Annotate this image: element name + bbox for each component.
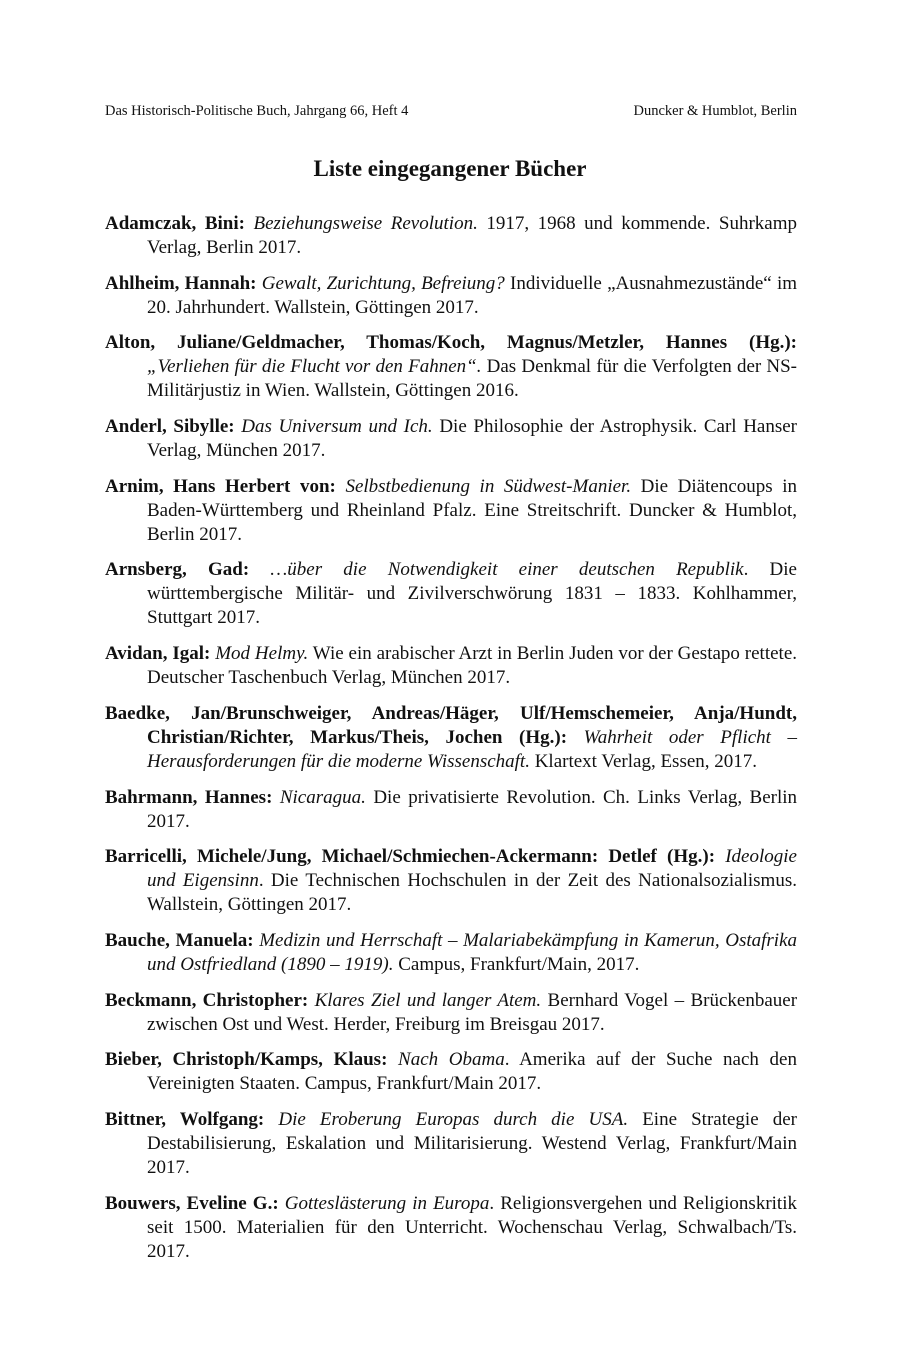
book-entry: [105, 272, 797, 320]
book-entry: [105, 989, 797, 1037]
book-list: [105, 212, 797, 1275]
book-entry: [105, 415, 797, 463]
journal-info: Das Historisch-Politische Buch, Jahrgang 66, Heft 4: [105, 103, 409, 119]
entry-author: Bahrmann, Hannes:: [105, 786, 273, 808]
entry-details: Wie ein arabischer Arzt in Berlin Juden vor der Gestapo rettete. Deutscher Taschenbuch Verlag, München 2017.: [147, 643, 797, 689]
entry-author: Bittner, Wolfgang:: [105, 1108, 265, 1130]
entry-author: Adamczak, Bini:: [105, 213, 245, 234]
entry-details: Campus, Frankfurt/Main, 2017.: [398, 953, 640, 975]
entry-details: Eine Strategie der Destabilisierung, Eskalation und Militarisierung. Westend Verlag, Frankfurt/Main 2017.: [147, 1108, 798, 1178]
entry-details: Die privatisierte Revolution. Ch. Links Verlag, Berlin 2017.: [147, 786, 798, 832]
entry-title: Wahrheit oder Pflicht – Herausforderungen für die moderne Wissenschaft.: [147, 726, 798, 772]
entry-details: Die Philosophie der Astrophysik. Carl Hanser Verlag, München 2017.: [147, 416, 798, 462]
entry-author: Arnim, Hans Herbert von:: [105, 475, 336, 497]
entry-details: . Die Technischen Hochschulen in der Zeit des Nationalsozialismus. Wallstein, Göttingen 2017.: [147, 870, 797, 916]
book-entry: [105, 845, 797, 917]
entry-title: Klares Ziel und langer Atem.: [314, 989, 542, 1011]
entry-title: Das Universum und Ich.: [241, 416, 433, 438]
entry-details: Bernhard Vogel – Brückenbauer zwischen Ost und West. Herder, Freiburg im Breisgau 2017.: [147, 989, 798, 1035]
entry-author: Bauche, Manuela:: [105, 929, 254, 951]
entry-details: . Amerika auf der Suche nach den Vereinigten Staaten. Campus, Frankfurt/Main 2017.: [147, 1049, 797, 1095]
entry-title: Gewalt, Zurichtung, Befreiung?: [261, 272, 505, 294]
book-entry: [105, 212, 797, 260]
running-header: [105, 101, 797, 121]
entry-details: Die Diätencoups in Baden-Württemberg und Rheinland Pfalz. Eine Streitschrift. Duncker & Humblot, Berlin 2017.: [147, 475, 798, 545]
entry-title: Mod Helmy.: [215, 643, 309, 665]
entry-title: Nach Obama: [398, 1049, 505, 1071]
entry-details: Klartext Verlag, Essen, 2017.: [534, 750, 758, 772]
book-entry: [105, 702, 797, 774]
book-entry: [105, 331, 797, 403]
book-entry: [105, 475, 797, 547]
entry-author: Bieber, Christoph/Kamps, Klaus:: [105, 1049, 388, 1071]
book-entry: [105, 929, 797, 977]
entry-title: Nicaragua.: [279, 786, 366, 808]
entry-title: Medizin und Herrschaft – Malariabekämpfung in Kamerun, Ostafrika und Ostfriedland (1890 – 1919).: [147, 929, 798, 975]
book-entry: [105, 558, 797, 630]
entry-author: Avidan, Igal:: [105, 643, 211, 665]
book-entry: [105, 786, 797, 834]
entry-title: Beziehungsweise Revolution.: [253, 213, 478, 234]
entry-details: . Religionsvergehen und Religionskritik seit 1500. Materialien für den Unterricht. Wochenschau Verlag, Schwalbach/Ts. 2017.: [147, 1192, 797, 1262]
entry-author: Alton, Juliane/Geldmacher, Thomas/Koch, Magnus/Metzler, Hannes (Hg.):: [105, 332, 797, 354]
entry-author: Baedke, Jan/Brunschweiger, Andreas/Häger, Ulf/Hemschemeier, Anja/Hundt, Christian/Richter, Markus/Theis, Jochen (Hg.):: [105, 702, 797, 748]
book-entry: [105, 642, 797, 690]
entry-author: Ahlheim, Hannah:: [105, 272, 257, 294]
book-entry: [105, 1108, 797, 1180]
entry-title: Die Eroberung Europas durch die USA.: [278, 1108, 629, 1130]
book-entry: [105, 1192, 797, 1264]
entry-title: Selbstbedienung in Südwest-Manier.: [345, 475, 632, 497]
entry-details: Individuelle „Ausnahmezustände“ im 20. Jahrhundert. Wallstein, Göttingen 2017.: [147, 272, 798, 318]
publisher-info: Duncker & Humblot, Berlin: [633, 103, 797, 119]
entry-details: . Die württembergische Militär- und Zivilverschwörung 1831 – 1833. Kohlhammer, Stuttgart 2017.: [147, 559, 797, 629]
entry-author: Anderl, Sibylle:: [105, 416, 235, 438]
entry-title: …über die Notwendigkeit einer deutschen Republik: [270, 559, 744, 581]
entry-author: Bouwers, Eveline G.:: [105, 1192, 279, 1214]
entry-details: 1917, 1968 und kommende. Suhrkamp Verlag, Berlin 2017.: [147, 213, 797, 258]
entry-title: „Verliehen für die Flucht vor den Fahnen“.: [147, 356, 482, 378]
entry-author: Barricelli, Michele/Jung, Michael/Schmiechen-Ackermann: Detlef (Hg.):: [105, 846, 716, 868]
entry-title: Gotteslästerung in Europa: [284, 1192, 490, 1214]
book-entry: [105, 1048, 797, 1096]
page-title: Liste eingegangener Bücher: [313, 156, 587, 181]
entry-title: Ideologie und Eigensinn: [147, 846, 797, 892]
entry-author: Beckmann, Christopher:: [105, 989, 309, 1011]
entry-details: Das Denkmal für die Verfolgten der NS-Militärjustiz in Wien. Wallstein, Göttingen 2016.: [147, 356, 797, 402]
entry-author: Arnsberg, Gad:: [105, 559, 250, 581]
